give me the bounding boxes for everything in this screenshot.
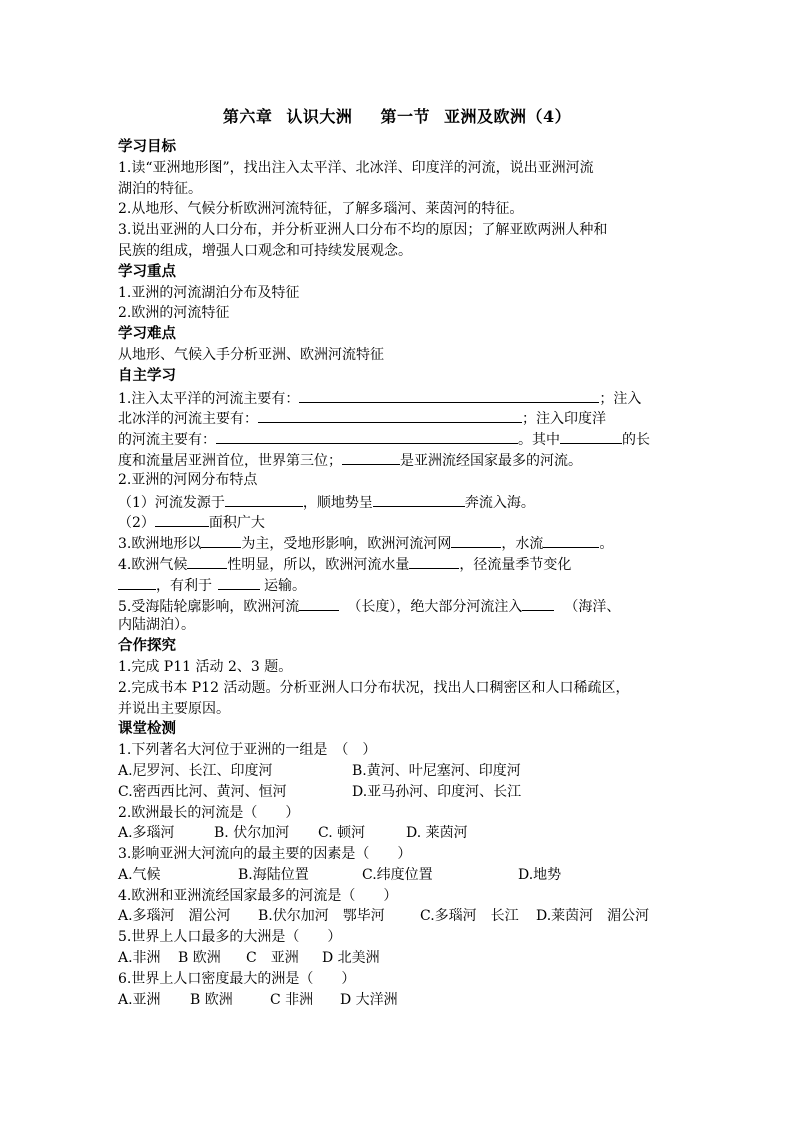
self-study-q1-line-2 <box>118 407 680 428</box>
europe-terrain-blank[interactable] <box>201 532 241 548</box>
q5-text: 5.受海陆轮廓影响，欧洲河流 <box>118 598 300 615</box>
q5-mid: （长度），绝大部分河流注入 <box>347 598 523 615</box>
option-d[interactable]: D.亚马孙河、印度河、长江 <box>352 783 522 800</box>
climate-nature-blank[interactable] <box>187 553 227 569</box>
q2-1-text: （1）河流发源于 <box>118 494 225 511</box>
option-c[interactable]: C 亚洲 <box>246 950 299 967</box>
self-study-q1-line-1 <box>118 387 680 408</box>
self-study-heading: 自主学习 <box>118 366 176 384</box>
option-a[interactable]: A.多瑙河 湄公河 <box>118 908 231 925</box>
option-d[interactable]: D. 莱茵河 <box>406 825 468 842</box>
cooperation-2-line-1: 2.完成书本 P12 活动题。分析亚洲人口分布状况，找出人口稠密区和人口稀疏区， <box>118 679 630 696</box>
q4-text: 4.欧洲气候 <box>118 556 188 573</box>
q1-longest-suffix: 的长 <box>622 432 650 449</box>
option-b[interactable]: B 欧洲 <box>178 950 221 967</box>
self-study-q2-2 <box>118 511 680 532</box>
option-a[interactable]: A.气候 <box>118 866 161 883</box>
q1-rank-suffix: 是亚洲流经国家最多的河流。 <box>400 452 582 469</box>
key-point-2: 2.欧洲的河流特征 <box>118 305 230 322</box>
inland-area-blank[interactable] <box>155 511 209 527</box>
test-q4: 4.欧洲和亚洲流经国家最多的河流是（ ） <box>118 887 398 904</box>
q1-arctic-suffix: ；注入印度洋 <box>522 411 606 428</box>
test-q3-options <box>118 865 680 886</box>
section-name: 亚洲及欧洲（4） <box>443 107 572 126</box>
q4-line-2-text: ，有利于 <box>156 577 212 594</box>
q1-indian-text: 的河流主要有： <box>118 432 216 449</box>
option-b[interactable]: B.黄河、叶尼塞河、印度河 <box>352 762 521 779</box>
goals-heading: 学习目标 <box>118 138 176 155</box>
option-c[interactable]: C 非洲 <box>270 991 314 1008</box>
self-study-q2-1 <box>118 491 680 512</box>
most-countries-river-blank[interactable] <box>342 449 400 465</box>
q3-text: 3.欧洲地形以 <box>118 536 202 553</box>
option-d[interactable]: D.莱茵河 湄公河 <box>536 908 650 925</box>
option-a[interactable]: A.非洲 <box>118 950 161 967</box>
worksheet-body <box>118 137 680 1010</box>
q5-suffix: （海洋、 <box>564 598 621 615</box>
test-q2: 2.欧洲最长的河流是（ ） <box>118 804 300 821</box>
q1-pacific-text: 1.注入太平洋的河流主要有： <box>118 390 300 407</box>
goal-1-line-2: 湖泊的特征。 <box>118 180 202 197</box>
test-q1-options-ab <box>118 761 680 782</box>
option-c[interactable]: C. 顿河 <box>318 825 366 842</box>
option-a[interactable]: A.尼罗河、长江、印度河 <box>118 762 273 779</box>
q4-mid: 性明显，所以，欧洲河流水量 <box>227 556 410 573</box>
goal-1-line-1: 1.读“亚洲地形图”，找出注入太平洋、北冰洋、印度洋的河流，说出亚洲河流 <box>118 159 594 176</box>
option-d[interactable]: D.地势 <box>518 866 562 883</box>
option-a[interactable]: A.亚洲 <box>118 991 161 1008</box>
q2-2-suffix: 面积广大 <box>208 515 265 532</box>
cooperation-heading: 合作探究 <box>118 637 176 655</box>
self-study-q1-line-3 <box>118 428 680 449</box>
option-b[interactable]: B 欧洲 <box>190 991 233 1008</box>
q1-rank-text: 度和流量居亚洲首位，世界第三位； <box>118 452 342 469</box>
cooperation-1: 1.完成 P11 活动 2、3 题。 <box>118 658 293 675</box>
test-q1-options-cd <box>118 782 680 803</box>
option-c[interactable]: C.密西西比河、黄河、恒河 <box>118 783 287 800</box>
goal-3-line-2: 民族的组成，增强人口观念和可持续发展观念。 <box>118 242 412 259</box>
pacific-rivers-blank[interactable] <box>299 387 599 403</box>
seasonal-change-blank[interactable] <box>118 574 156 590</box>
q2-1-suffix: 奔流入海。 <box>464 494 535 511</box>
option-c[interactable]: C.纬度位置 <box>362 866 433 883</box>
self-study-q2: 2.亚洲的河网分布特点 <box>118 471 258 488</box>
key-point-1: 1.亚洲的河流湖泊分布及特征 <box>118 284 300 301</box>
chapter-name: 认识大洲 <box>286 107 353 126</box>
q2-2-text: （2） <box>118 515 155 532</box>
self-study-q3 <box>118 532 680 553</box>
transport-blank[interactable] <box>218 574 260 590</box>
option-b[interactable]: B.海陆位置 <box>238 866 309 883</box>
q1-indian-suffix: 。其中 <box>518 432 560 449</box>
self-study-q5-line-1 <box>118 595 680 616</box>
chapter-label: 第六章 <box>222 107 273 126</box>
option-b[interactable]: B.伏尔加河 鄂毕河 <box>258 908 385 925</box>
q3-mid-2: ，水流 <box>501 536 544 553</box>
test-q4-options <box>118 906 680 927</box>
key-points-heading: 学习重点 <box>118 262 176 280</box>
outflow-blank[interactable] <box>522 595 554 611</box>
flow-pattern-blank[interactable] <box>373 491 465 507</box>
test-q2-options <box>118 823 680 844</box>
river-length-blank[interactable] <box>299 595 339 611</box>
goal-2: 2.从地形、气候分析欧洲河流特征，了解多瑙河、莱茵河的特征。 <box>118 201 524 218</box>
self-study-q1-line-4 <box>118 449 680 470</box>
water-volume-blank[interactable] <box>409 553 459 569</box>
test-q6: 6.世界上人口密度最大的洲是（ ） <box>118 970 356 987</box>
page-title <box>0 104 794 127</box>
cooperation-2-line-2: 并说出主要原因。 <box>118 700 230 717</box>
test-q5: 5.世界上人口最多的大洲是（ ） <box>118 929 342 946</box>
self-study-q4-line-1 <box>118 553 680 574</box>
q1-arctic-text: 北冰洋的河流主要有： <box>118 411 258 428</box>
test-q1: 1.下列著名大河位于亚洲的一组是 （ ） <box>118 742 377 759</box>
q1-pacific-suffix: ；注入 <box>599 390 642 407</box>
self-study-q4-line-2 <box>118 574 680 595</box>
self-study-q5-line-2: 内陆湖泊）。 <box>118 617 195 634</box>
test-q3: 3.影响亚洲大河流向的最主要的因素是（ ） <box>118 846 412 863</box>
option-a[interactable]: A.多瑙河 <box>118 825 175 842</box>
longest-river-blank[interactable] <box>560 428 622 444</box>
arctic-rivers-blank[interactable] <box>258 407 522 423</box>
option-c[interactable]: C.多瑙河 长江 <box>420 908 519 925</box>
option-d[interactable]: D 北美洲 <box>322 950 380 967</box>
option-b[interactable]: B. 伏尔加河 <box>214 825 290 842</box>
q2-1-mid: ，顺地势呈 <box>302 494 373 511</box>
test-heading: 课堂检测 <box>118 720 176 738</box>
goal-3-line-1: 3.说出亚洲的人口分布，并分析亚洲人口分布不均的原因；了解亚欧两洲人种和 <box>118 222 608 239</box>
test-q6-options <box>118 990 680 1011</box>
river-source-blank[interactable] <box>225 491 303 507</box>
q3-mid: 为主，受地形影响，欧洲河流河网 <box>241 536 452 553</box>
q3-suffix: 。 <box>599 536 614 553</box>
test-q5-options <box>118 948 680 969</box>
river-network-blank[interactable] <box>451 532 501 548</box>
q4-suffix: ，径流量季节变化 <box>459 556 572 573</box>
section-label: 第一节 <box>380 107 430 126</box>
indian-rivers-blank[interactable] <box>216 428 518 444</box>
difficulty-1: 从地形、气候入手分析亚洲、欧洲河流特征 <box>118 346 384 363</box>
q4-line-2-suffix: 运输。 <box>264 577 306 594</box>
water-flow-blank[interactable] <box>543 532 599 548</box>
option-d[interactable]: D 大洋洲 <box>340 991 398 1008</box>
difficulty-heading: 学习难点 <box>118 325 176 343</box>
